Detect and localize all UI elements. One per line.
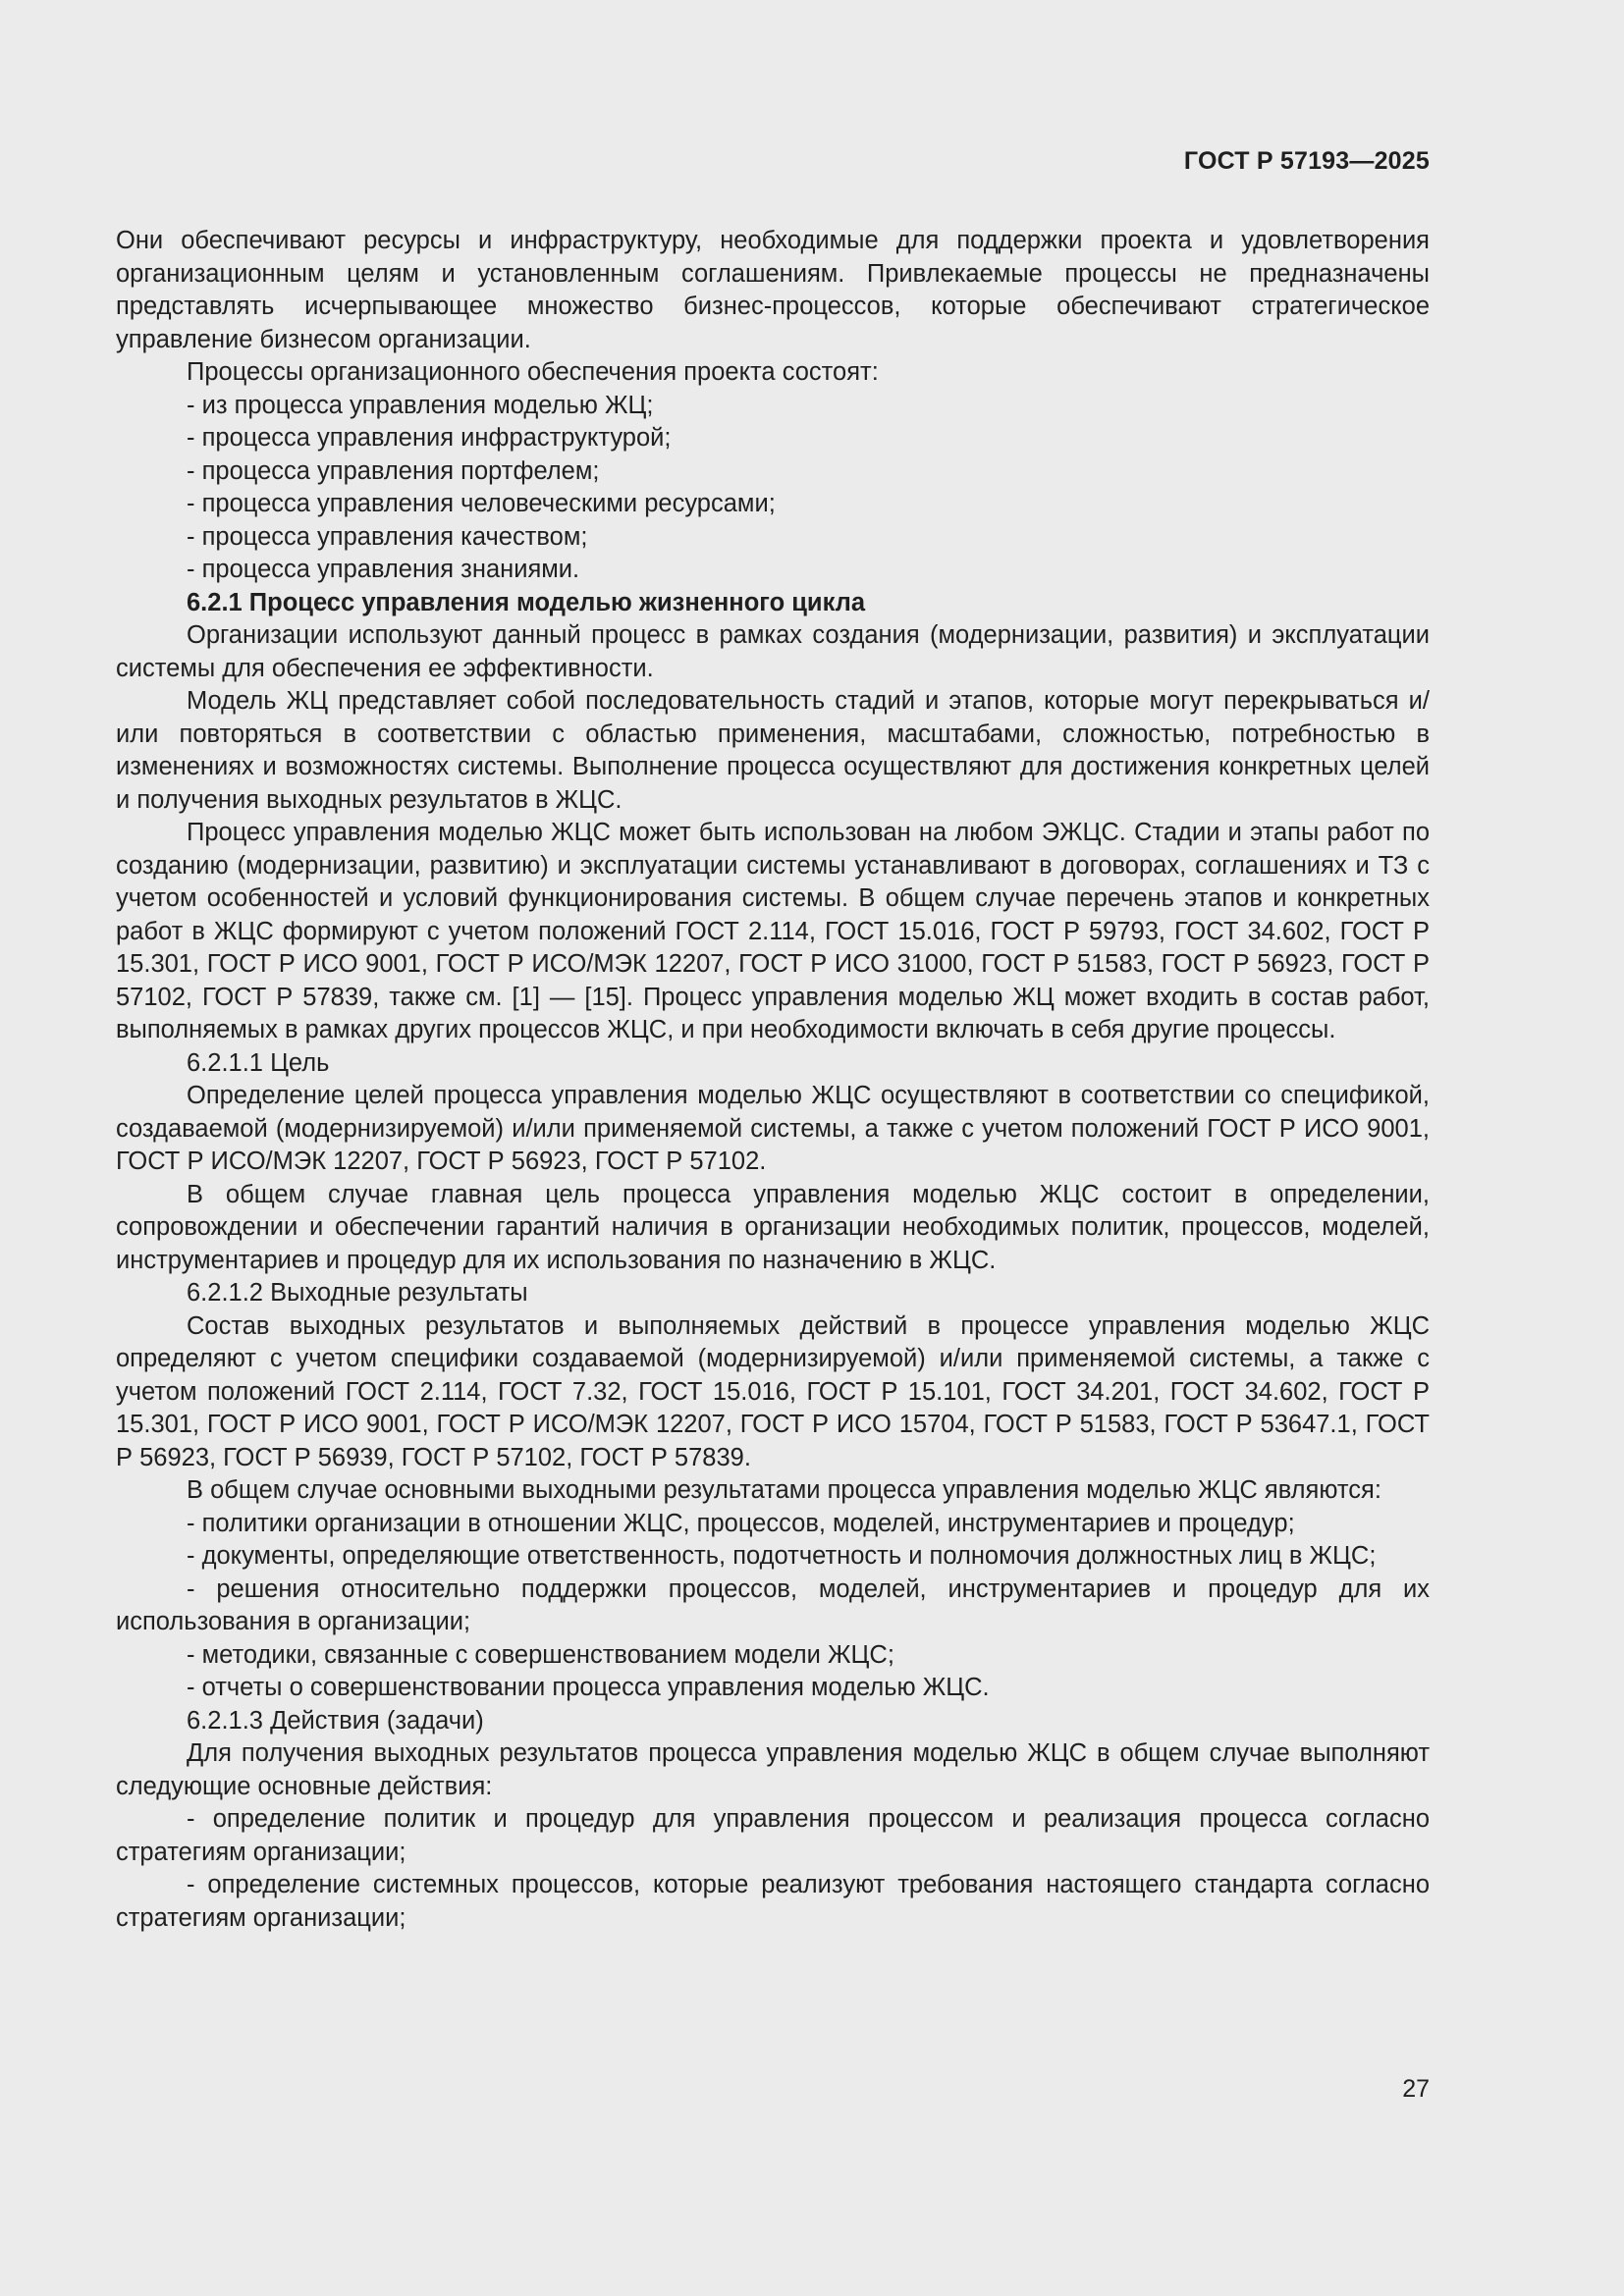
list-item: - решения относительно поддержки процессов, моделей, инструментариев и процедур для их использования в организации; <box>116 1575 1430 1635</box>
list-item: - отчеты о совершенствовании процесса управления моделью ЖЦС. <box>187 1674 990 1701</box>
paragraph: В общем случае основными выходными результатами процесса управления моделью ЖЦС являются: <box>187 1476 1381 1504</box>
paragraph-intro: Они обеспечивают ресурсы и инфраструктуру, необходимые для поддержки проекта и удовлетворения организационным целям и установленным соглашениям. Привлекаемые процессы не предназначены представлять исчерпывающее множество бизнес-процессов, которые обеспечивают стратегическое управление бизнесом организации. <box>116 227 1430 353</box>
document-body <box>116 225 1430 1935</box>
list-item: - процесса управления знаниями. <box>187 556 580 583</box>
paragraph: Модель ЖЦ представляет собой последовательность стадий и этапов, которые могут перекрываться и/или повторяться в соответствии с областью применения, масштабами, сложностью, потребностью в изменениях и возможностях системы. Выполнение процесса осуществляют для достижения конкретных целей и получения выходных результатов в ЖЦС. <box>116 687 1430 814</box>
section-heading-6-2-1: 6.2.1 Процесс управления моделью жизненного цикла <box>187 588 866 616</box>
paragraph: В общем случае главная цель процесса управления моделью ЖЦС состоит в определении, сопровождении и обеспечении гарантий наличия в организации необходимых политик, процессов, моделей, инструментариев и процедур для их использования по назначению в ЖЦС. <box>116 1180 1430 1274</box>
page-number: 27 <box>1402 2075 1430 2103</box>
paragraph: Организации используют данный процесс в рамках создания (модернизации, развития) и эксплуатации системы для обеспечения ее эффективности. <box>116 621 1430 682</box>
list-item: - процесса управления качеством; <box>187 522 588 551</box>
paragraph: Состав выходных результатов и выполняемых действий в процессе управления моделью ЖЦС определяют с учетом специфики создаваемой (модернизируемой) и/или применяемой системы, а также с учетом положений ГОСТ 2.114, ГОСТ 7.32, ГОСТ 15.016, ГОСТ Р 15.101, ГОСТ 34.201, ГОСТ 34.602, ГОСТ Р 15.301, ГОСТ Р ИСО 9001, ГОСТ Р ИСО/МЭК 12207, ГОСТ Р ИСО 15704, ГОСТ Р 51583, ГОСТ Р 53647.1, ГОСТ Р 56923, ГОСТ Р 56939, ГОСТ Р 57102, ГОСТ Р 57839. <box>116 1311 1430 1471</box>
list-item: - определение системных процессов, которые реализуют требования настоящего стандарта согласно стратегиям организации; <box>116 1871 1430 1932</box>
subsection-heading-6-2-1-3: 6.2.1.3 Действия (задачи) <box>187 1706 484 1735</box>
list-item: - процесса управления человеческими ресурсами; <box>187 490 776 517</box>
document-id-header: ГОСТ Р 57193—2025 <box>1183 147 1430 175</box>
paragraph-list-intro: Процессы организационного обеспечения проекта состоят: <box>187 358 879 386</box>
list-item: - документы, определяющие ответственность, подотчетность и полномочия должностных лиц в ЖЦС; <box>187 1542 1377 1570</box>
list-item: - методики, связанные с совершенствованием модели ЖЦС; <box>187 1640 894 1669</box>
paragraph: Для получения выходных результатов процесса управления моделью ЖЦС в общем случае выполняют следующие основные действия: <box>116 1739 1430 1800</box>
list-item: - процесса управления портфелем; <box>187 456 600 485</box>
list-item: - процесса управления инфраструктурой; <box>187 424 672 452</box>
subsection-heading-6-2-1-1: 6.2.1.1 Цель <box>187 1048 330 1077</box>
list-item: - определение политик и процедур для управления процессом и реализация процесса согласно стратегиям организации; <box>116 1805 1430 1866</box>
paragraph: Процесс управления моделью ЖЦС может быть использован на любом ЭЖЦС. Стадии и этапы работ по созданию (модернизации, развитию) и эксплуатации системы устанавливают в договорах, соглашениях и ТЗ с учетом особенностей и условий функционирования системы. В общем случае перечень этапов и конкретных работ в ЖЦС формируют с учетом положений ГОСТ 2.114, ГОСТ 15.016, ГОСТ Р 59793, ГОСТ 34.602, ГОСТ Р 15.301, ГОСТ Р ИСО 9001, ГОСТ Р ИСО/МЭК 12207, ГОСТ Р ИСО 31000, ГОСТ Р 51583, ГОСТ Р 56923, ГОСТ Р 57102, ГОСТ Р 57839, также см. [1] — [15]. Процесс управления моделью ЖЦ может входить в состав работ, выполняемых в рамках других процессов ЖЦС, и при необходимости включать в себя другие процессы. <box>116 819 1430 1043</box>
paragraph: Определение целей процесса управления моделью ЖЦС осуществляют в соответствии со спецификой, создаваемой (модернизируемой) и/или применяемой системы, а также с учетом положений ГОСТ Р ИСО 9001, ГОСТ Р ИСО/МЭК 12207, ГОСТ Р 56923, ГОСТ Р 57102. <box>116 1082 1430 1175</box>
subsection-heading-6-2-1-2: 6.2.1.2 Выходные результаты <box>187 1279 528 1307</box>
list-item: - из процесса управления моделью ЖЦ; <box>187 391 654 419</box>
list-item: - политики организации в отношении ЖЦС, процессов, моделей, инструментариев и процедур; <box>187 1509 1295 1537</box>
